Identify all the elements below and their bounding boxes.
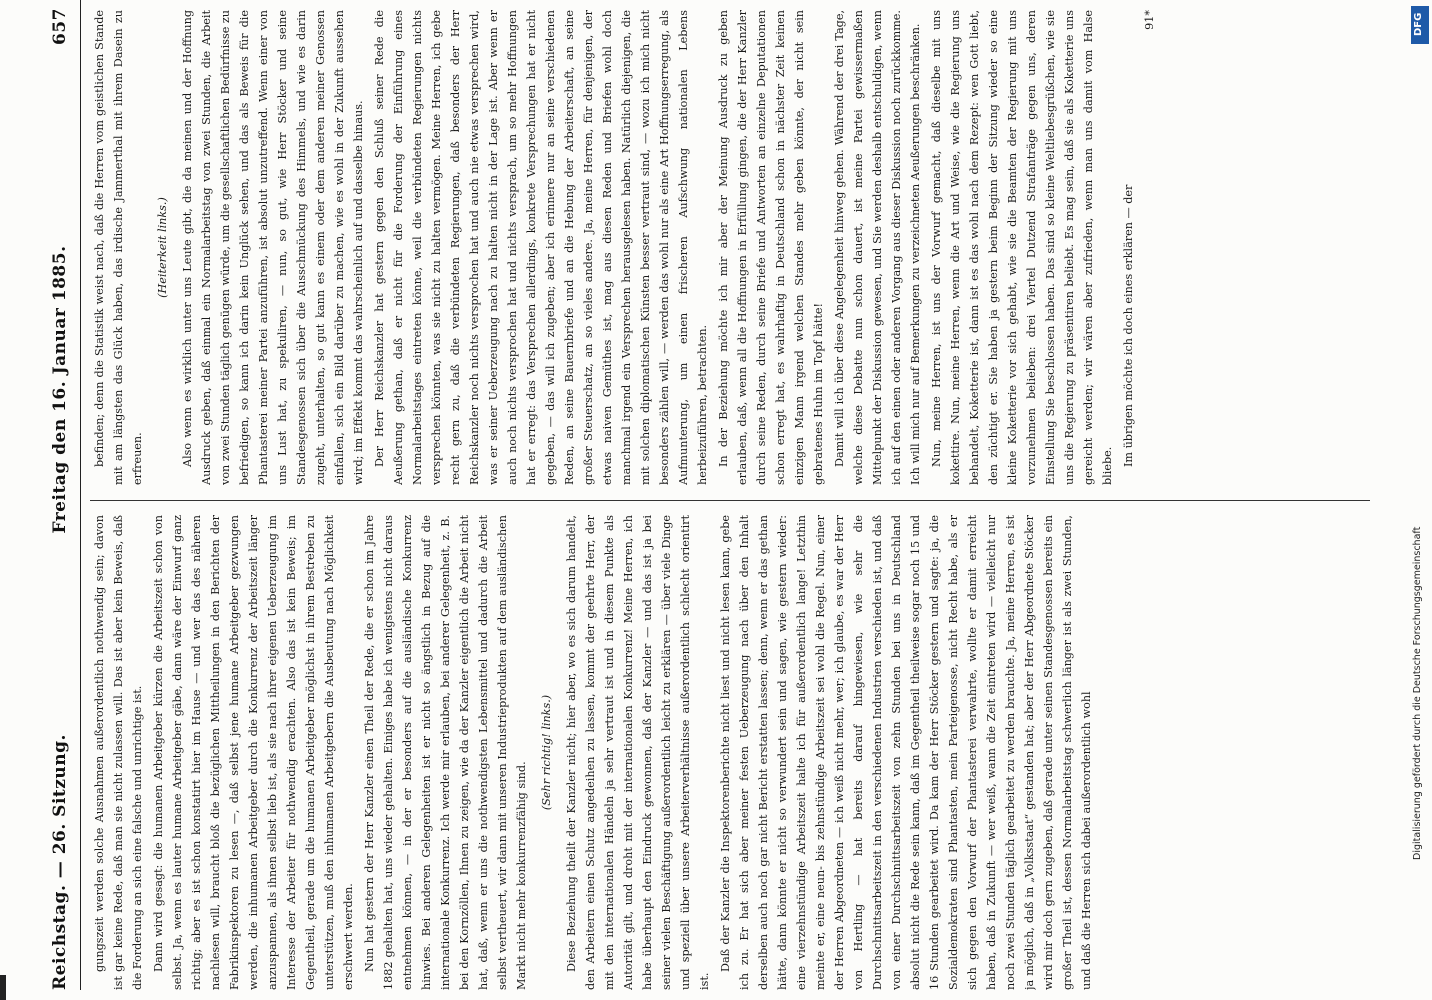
paragraph: Der Herr Reichskanzler hat gestern gegen den Schluß seiner Rede die Aeußerung gethan, daß er nicht für die Forderung der Einführung eines Normalarbeitstages eintreten könne, weil die verbündeten Regierungen nichts versprechen könnten, was sie nicht zu halten vermögen. Meine Herren, ich gebe recht gern zu, daß die verbündeten Regierungen, daß besonders der Herr Reichskanzler noch nichts versprochen hat und auch nie etwas versprechen wird, was er seiner Ueberzeugung nach zu halten nicht in der Lage ist. Aber wenn er auch noch nichts versprochen hat und nichts versprach, um so mehr Hoffnungen hat er erregt: das Versprechen allerdings, konkrete Versprechungen hat er nicht gegeben, — das will ich zugeben; aber ich erinnere nur an seine verschiedenen Reden, an seine Bauernbriefe und an die Hebung der Arbeiterschaft, an seine großer Steuerschatz, an so vieles andere. Ja, meine Herren, für denjenigen, der etwas naiven Gemüthes ist, mag aus diesen Reden und Briefen wohl doch manchmal irgend ein Versprechen herausgelesen haben. Natürlich diejenigen, die mit solchen diplomatischen Künsten besser vertraut sind, — wozu ich mich nicht besonders zählen will, — werden das wohl nur als eine Art Hoffnungserregung, als Aufmunterung, um einen frischeren Aufschwung nationalen Lebens herbeizuführen, betrachten. — [373, 10, 709, 485]
text-columns — [90, 0, 1375, 990]
interjection: (Sehr richtig! links.) — [540, 694, 553, 811]
page-header — [40, 0, 80, 990]
page-number: 657 — [50, 8, 70, 45]
paragraph: befinden; denn die Statistik weist nach, daß die Herren vom geistlichen Stande mit am längsten das Glück haben, das irdische Jammerthal mit ihrem Dasein zu erfreuen. — [93, 10, 144, 485]
paragraph: Nun hat gestern der Herr Kanzler einen Theil der Rede, die er schon im Jahre 1882 gehalten hat, uns wieder gehalten. Einiges habe ich wenigstens nicht daraus entnehmen können, — in der er besonders auf die ausländische Konkurrenz hinwies. Bei anderen Gelegenheiten ist er nicht so ängstlich in Bezug auf die internationale Konkurrenz. Ich werde mir erlauben, bei anderer Gelegenheit, z. B. bei den Kornzöllen, Ihnen zu zeigen, wie da der Kanzler eigentlich die Arbeit nicht hat, daß, wenn er uns die nothwendigsten Lebensmittel und dadurch die Arbeit selbst vertheuert, wir dann mit unseren Industrieprodukten auf dem ausländischen Markt nicht mehr konkurrenzfähig sind. — [363, 515, 528, 990]
paragraph: Daß der Kanzler die Inspektorenberichte nicht liest und nicht lesen kann, gebe ich zu. Er hat sich aber meiner festen Ueberzeugung nach über den Inhalt derselben auch noch gar nicht Bericht erstatten lassen; denn, wenn er das gethan hätte, dann könnte er nicht so verwundert sein und sagen, wie gestern wieder: eine vierzehnstündige Arbeitszeit halte ich für außerordentlich lange! Letzthin meinte er, eine neun- bis zehnstündige Arbeitszeit sei wohl die Regel. Nun, einer der Herren Abgeordneten — ich weiß nicht mehr, wer; ich glaube, es war der Herr von Hertling — hat bereits darauf hingewiesen, wie sehr die Durchschnittsarbeitszeit in den verschiedenen Industrien verschieden ist, und daß von einer Durchschnittsarbeitszeit von zehn Stunden bei uns in Deutschland absolut nicht die Rede sein kann, daß im Gegentheil theilweise sogar noch 15 und 16 Stunden gearbeitet wird. Da kam der Herr Stöcker gestern und sagte: ja, die Sozialdemokraten sind Phantasten, mein Parteigenosse, nicht Recht habe, als er sich gegen den Vorwurf der Phantasterei verwahrte, wollte er damit erreicht haben, daß in Zukunft — wer weiß, wann die Zeit eintreten wird — vielleicht nur noch zwei Stunden täglich gearbeitet zu werden brauchte. Ja, meine Herren, es ist ja möglich, daß in „Volksstaat“ gestanden hat; aber der Herr Abgeordnete Stöcker wird mir doch gern zugeben, daß gerade unter seinen Standesgenossen bereits ein großer Theil ist, dessen Normalarbeitstag schwerlich länger ist als zwei Stunden, und daß die Herren sich dabei außerordentlich wohl — [719, 515, 1093, 990]
rotated-page-sheet — [40, 0, 1380, 990]
signature-mark: 91* — [1143, 10, 1156, 30]
paragraph: Damit will ich über diese Angelegenheit hinweg gehen. Während der drei Tage, welche diese Debatte nun schon dauert, ist meine Partei gewissermaßen Mittelpunkt der Diskussion gewesen, und Sie werden deshalb entschuldigen, wenn ich auf den einen oder anderen Vorgang aus dieser Diskussion noch zurückkomme. Ich will mich nur auf Bemerkungen zu verzeichneten Aeußerungen beschränken. — [833, 10, 922, 485]
column-divider — [90, 500, 1370, 501]
header-left-title: Reichstag. — 26. Sitzung. — [50, 734, 70, 990]
dfg-logo-text: DFG — [1413, 12, 1424, 36]
interjection: (Heiterkeit links.) — [156, 197, 169, 298]
paragraph: Im übrigen möchte ich doch eines erklären — der — [1122, 184, 1135, 467]
scan-edge-mark — [0, 975, 6, 1000]
paragraph: In der Beziehung möchte ich mir aber der Meinung Ausdruck zu geben erlauben, daß, wenn all die Hoffnungen in Erfüllung gingen, die der Herr Kanzler durch seine Reden, durch seine Briefe und Antworten an einzelne Deputationen schon erregt hat, es wahrhaftig in Deutschland schon in nächster Zeit keinen einzigen Mann irgend welchen Standes mehr geben könnte, der nicht sein gebratenes Huhn im Topf hätte! — [717, 10, 825, 485]
column-right — [90, 10, 1370, 485]
dfg-logo — [1411, 6, 1429, 44]
header-rule — [80, 0, 81, 990]
header-right-date: Freitag den 16. Januar 1885. — [50, 245, 70, 534]
paragraph: Dann wird gesagt: die humanen Arbeitgeber kürzen die Arbeitszeit schon von selbst. Ja, wenn es lauter humane Arbeitgeber gäbe, dann wäre der Einwurf ganz richtig; aber es ist schon konstatirt hier im Hause — und wer das des näheren nachlesen will, braucht bloß die bezüglichen Mittheilungen in den Berichten der Fabrikinspektoren zu lesen —, daß selbst jene humane Arbeitgeber gezwungen werden, die inhumanen Arbeitgeber durch die Konkurrenz der Arbeitszeit länger anzuspannen, als ihnen selbst lieb ist, als sie nach ihrer eigenen Ueberzeugung im Interesse der Arbeiter für nothwendig erachten. Also das ist kein Beweis; im Gegentheil, gerade um die humanen Arbeitgeber möglichst in ihrem Bestreben zu unterstützen, muß den inhumanen Arbeitgebern die Ausbeutung nach Möglichkeit erschwert werden. — [152, 515, 355, 990]
paragraph: Nun, meine Herren, ist uns der Vorwurf gemacht, daß dieselbe mit uns kokettire. Nun, meine Herren, wenn die Art und Weise, wie die Regierung uns behandelt, Koketterie ist, dann ist es das wohl nach dem Rezept: wen Gott liebt, den züchtigt er. Sie haben ja gestern beim Beginn der Sitzung wieder so eine kleine Koketterie vor sich gehabt, wie sie die Beamten der Regierung mit uns vorzunehmen belieben: drei Viertel Dutzend Strafanträge gegen uns, deren Einstellung Sie beschlossen haben. Das sind so kleine Weltliebesgrüßchen, wie sie uns die Regierung zu präsentiren beliebt. Es mag sein, daß sie als Koketterie uns gereicht werden; wir wären aber zufrieden, wenn man uns damit vom Halse bliebe. — [930, 10, 1114, 485]
paragraph: Diese Beziehung theilt der Kanzler nicht; hier aber, wo es sich darum handelt, den Arbeitern einen Schutz angedeihen zu lassen, kommt der geehrte Herr, der mit den internationalen Händeln ja sehr vertraut ist und in diesem Punkte als Autorität gilt, und droht mit der internationalen Konkurrenz! Meine Herren, ich habe überhaupt den Eindruck gewonnen, daß der Kanzler — und das ist ja bei seiner vielen Beschäftigung außerordentlich leicht zu erklären — über viele Dinge und speziell über unsere Arbeiterverhältnisse außerordentlich schlecht orientirt ist. — [565, 515, 711, 990]
paragraph: gungszeit werden solche Ausnahmen außerordentlich nothwendig sein; davon ist gar keine Rede, daß man sie nicht zulassen will. Das ist aber kein Beweis, daß die Forderung an sich eine falsche und unrichtige ist. — [93, 515, 144, 990]
dfg-funding-note: Digitalisierung gefördert durch die Deutsche Forschungsgemeinschaft — [1412, 526, 1423, 860]
column-left — [90, 515, 1370, 990]
paragraph: Also wenn es wirklich unter uns Leute gibt, die da meinen und der Hoffnung Ausdruck geben, daß einmal ein Normalarbeitstag von zwei Stunden, die Arbeit von zwei Stunden täglich genügen würde, um die gesellschaftlichen Bedürfnisse zu befriedigen, so kann ich darin kein Unglück sehen, und das als Beweis für die Phantasterei meiner Partei anzuführen, ist absolut unzutreffend. Wenn einer von uns Lust hat, zu spekuliren, — nun, so gut, wie Herr Stöcker und seine Standesgenossen sich über die Ausschmückung des Himmels, und wie es darin zugeht, unterhalten, so gut kann es einem oder dem anderen meiner Genossen einfallen, sich ein Bild darüber zu machen, wie es wohl in der Zukunft aussehen wird; im Effekt kommt das wahrscheinlich auf und dasselbe hinaus. — [181, 10, 365, 485]
margin-strip — [1408, 0, 1432, 1000]
